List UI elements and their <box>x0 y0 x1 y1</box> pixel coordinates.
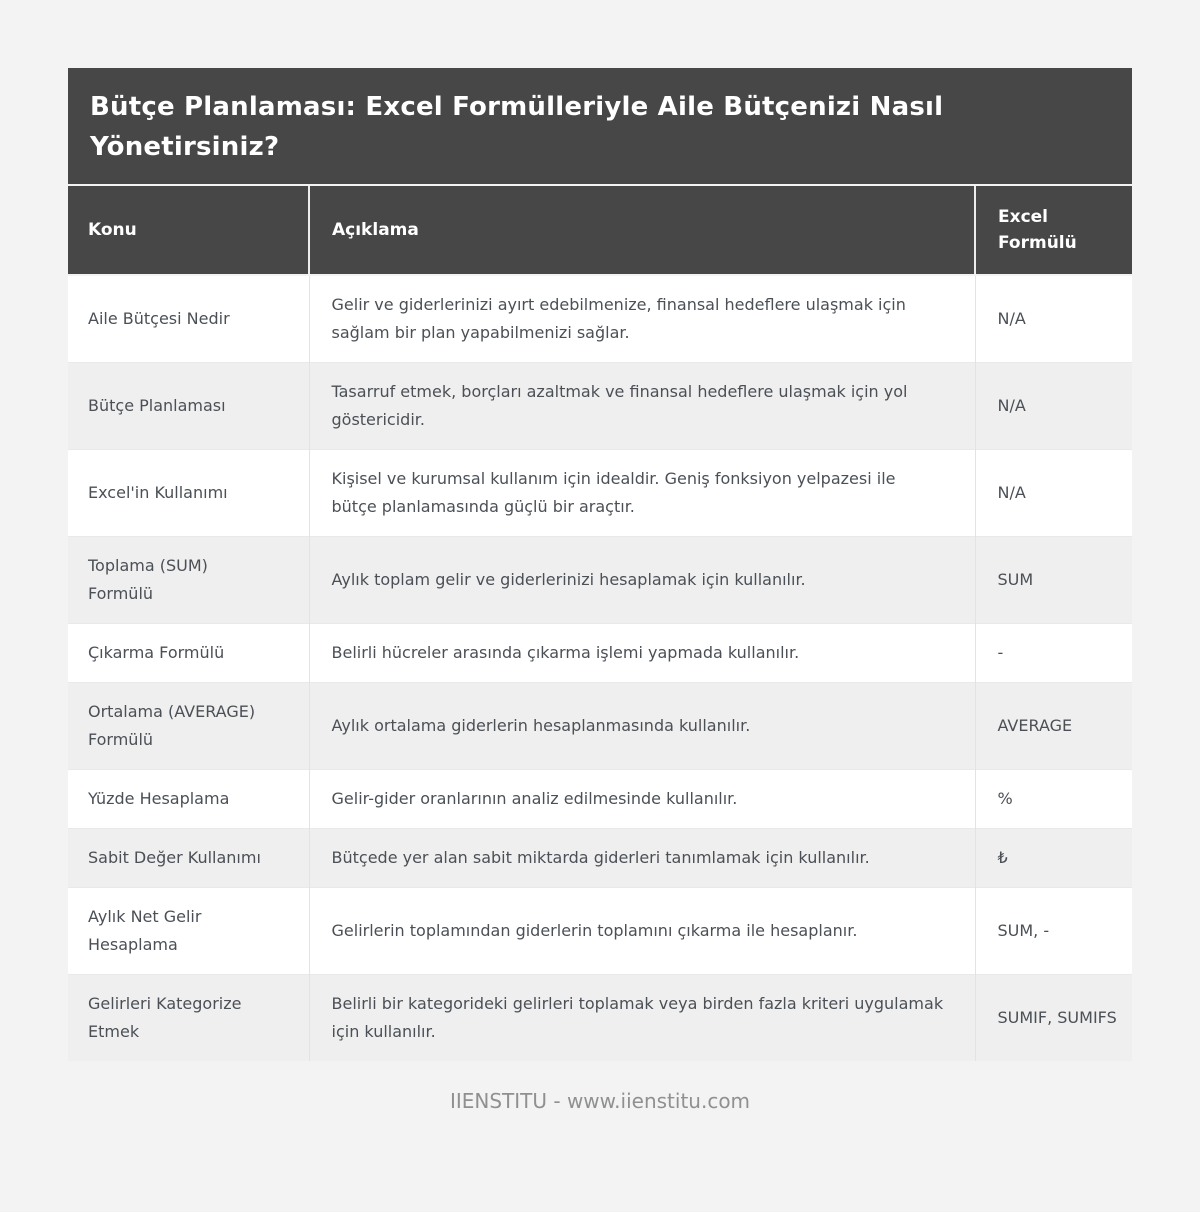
content-card <box>68 68 1132 1115</box>
cell-konu: Aylık Net Gelir Hesaplama <box>68 888 309 975</box>
cell-konu: Gelirleri Kategorize Etmek <box>68 975 309 1062</box>
cell-excel-formulu: ₺ <box>975 829 1132 888</box>
table-row <box>68 624 1132 683</box>
table-row <box>68 537 1132 624</box>
column-header-aciklama: Açıklama <box>309 186 975 275</box>
cell-aciklama: Belirli hücreler arasında çıkarma işlemi yapmada kullanılır. <box>309 624 975 683</box>
cell-aciklama: Aylık toplam gelir ve giderlerinizi hesaplamak için kullanılır. <box>309 537 975 624</box>
cell-excel-formulu: SUM, - <box>975 888 1132 975</box>
cell-excel-formulu: SUMIF, SUMIFS <box>975 975 1132 1062</box>
title-bar <box>68 68 1132 184</box>
column-header-konu: Konu <box>68 186 309 275</box>
table-row <box>68 975 1132 1062</box>
budget-table <box>68 186 1132 1061</box>
cell-excel-formulu: - <box>975 624 1132 683</box>
cell-aciklama: Gelir ve giderlerinizi ayırt edebilmenize, finansal hedeflere ulaşmak için sağlam bir plan yapabilmenizi sağlar. <box>309 275 975 363</box>
cell-aciklama: Bütçede yer alan sabit miktarda giderleri tanımlamak için kullanılır. <box>309 829 975 888</box>
cell-konu: Bütçe Planlaması <box>68 363 309 450</box>
column-header-excel-formulu: Excel Formülü <box>975 186 1132 275</box>
cell-excel-formulu: SUM <box>975 537 1132 624</box>
table-header <box>68 186 1132 275</box>
table-row <box>68 829 1132 888</box>
cell-aciklama: Gelir-gider oranlarının analiz edilmesinde kullanılır. <box>309 770 975 829</box>
cell-konu: Excel'in Kullanımı <box>68 450 309 537</box>
cell-excel-formulu: N/A <box>975 450 1132 537</box>
cell-aciklama: Belirli bir kategorideki gelirleri toplamak veya birden fazla kriteri uygulamak için kullanılır. <box>309 975 975 1062</box>
cell-excel-formulu: N/A <box>975 363 1132 450</box>
cell-excel-formulu: N/A <box>975 275 1132 363</box>
cell-konu: Ortalama (AVERAGE) Formülü <box>68 683 309 770</box>
page-title: Bütçe Planlaması: Excel Formülleriyle Aile Bütçenizi Nasıl Yönetirsiniz? <box>90 92 944 162</box>
cell-aciklama: Gelirlerin toplamından giderlerin toplamını çıkarma ile hesaplanır. <box>309 888 975 975</box>
table-row <box>68 450 1132 537</box>
cell-konu: Yüzde Hesaplama <box>68 770 309 829</box>
table-row <box>68 770 1132 829</box>
cell-konu: Sabit Değer Kullanımı <box>68 829 309 888</box>
cell-konu: Aile Bütçesi Nedir <box>68 275 309 363</box>
cell-excel-formulu: AVERAGE <box>975 683 1132 770</box>
cell-aciklama: Kişisel ve kurumsal kullanım için idealdir. Geniş fonksiyon yelpazesi ile bütçe planlamasında güçlü bir araçtır. <box>309 450 975 537</box>
table-row <box>68 683 1132 770</box>
table-body <box>68 275 1132 1061</box>
cell-aciklama: Tasarruf etmek, borçları azaltmak ve finansal hedeflere ulaşmak için yol göstericidir. <box>309 363 975 450</box>
cell-aciklama: Aylık ortalama giderlerin hesaplanmasında kullanılır. <box>309 683 975 770</box>
table-row <box>68 363 1132 450</box>
table-header-row <box>68 186 1132 275</box>
table-row <box>68 888 1132 975</box>
footer-credit: IIENSTITU - www.iienstitu.com <box>449 1089 751 1113</box>
cell-konu: Toplama (SUM) Formülü <box>68 537 309 624</box>
table-row <box>68 275 1132 363</box>
cell-konu: Çıkarma Formülü <box>68 624 309 683</box>
cell-excel-formulu: % <box>975 770 1132 829</box>
